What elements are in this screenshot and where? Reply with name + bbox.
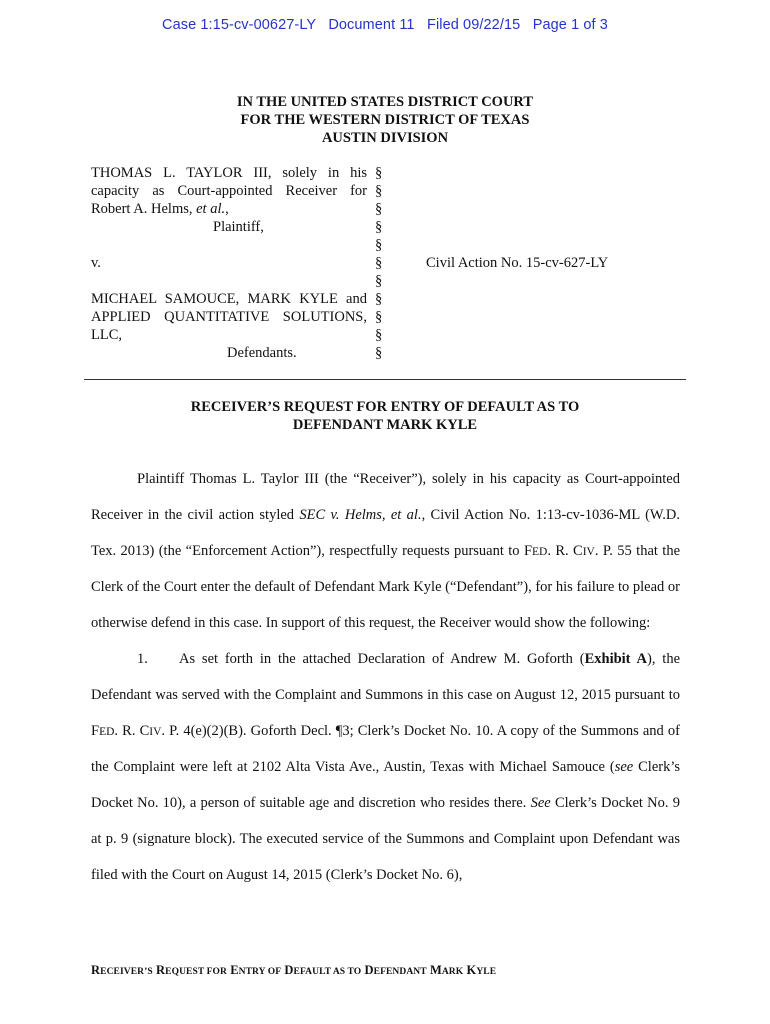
para2-text-g: Clerk’s Docket No. 10), a person of suitable age and discretion who resides there. — [91, 759, 680, 812]
footer-small: EFENDANT — [373, 967, 427, 977]
court-heading — [0, 93, 770, 147]
case-caption-parties — [91, 164, 367, 362]
document-number: Document 11 — [328, 17, 415, 33]
footer-small: YLE — [476, 967, 497, 977]
plaintiff-line-3 — [91, 200, 367, 218]
filed-date: Filed 09/22/15 — [426, 17, 521, 33]
section-symbol: § — [375, 237, 383, 253]
plaintiff-line-1: THOMAS L. TAYLOR III, solely in his — [91, 165, 367, 181]
para1-civ-initial: C — [573, 542, 583, 559]
defendant-line-3: LLC, — [91, 327, 123, 343]
para2-text-d: . R. — [114, 722, 140, 739]
para1-fed-smallcaps: ED — [532, 545, 548, 558]
plaintiff-line-3-text: Robert A. Helms, — [91, 201, 197, 217]
footer-small: EFAULT AS TO — [293, 967, 362, 977]
footer-cap: D — [284, 963, 294, 977]
footer-small: EQUEST FOR — [165, 967, 227, 977]
section-symbol: § — [375, 327, 383, 343]
para2-text-i: Clerk’s Docket No. 9 at p. 9 (signature block). The executed service of the Summons and Complaint upon Defendant was filed with the Court on August 14, 2015 (Clerk’s Docket No. 6), — [91, 795, 680, 883]
caption-divider — [84, 379, 686, 380]
paragraph-1 — [91, 642, 680, 894]
para1-text-a: Plaintiff Thomas L. Taylor III (the “Receiver”), solely in his capacity as Court-appointed Receiver in the civil action styled — [91, 471, 680, 523]
para2-fed-smallcaps: ED — [99, 725, 115, 738]
para2-text-c: ), the Defendant was served with the Complaint and Summons in this case on August 12, 2015 pursuant to — [91, 650, 681, 703]
para2-civ-initial: C — [139, 722, 150, 739]
page-footer — [91, 963, 496, 978]
document-title-line-2: DEFENDANT MARK KYLE — [292, 417, 478, 433]
footer-cap: K — [466, 963, 477, 977]
paragraph-number: 1. — [137, 650, 148, 667]
section-symbol: § — [375, 201, 383, 217]
document-title — [0, 398, 770, 434]
civil-action-number: Civil Action No. 15-cv-627-LY — [426, 255, 609, 271]
plaintiff-line-3-suffix: , — [225, 201, 229, 217]
page-indicator: Page 1 of 3 — [532, 17, 608, 33]
para2-see-italic-2: See — [530, 795, 551, 812]
para2-fed-initial: F — [91, 722, 100, 739]
para1-text-d: . R. — [547, 542, 574, 559]
plaintiff-line-2: capacity as Court-appointed Receiver for — [91, 183, 367, 199]
section-symbol: § — [375, 219, 383, 235]
defendant-role: Defendants. — [227, 345, 297, 361]
section-symbol: § — [375, 345, 383, 361]
case-header-stamp — [0, 17, 770, 33]
footer-cap: E — [230, 963, 239, 977]
section-symbol: § — [375, 309, 383, 325]
para1-case-style: SEC v. Helms, et al. — [299, 506, 422, 523]
para1-text-e: . P. 55 that the Clerk of the Court enter the default of Defendant Mark Kyle (“Defendant”), for his failure to plead or otherwise defend in this case. In support of this request, the Receiver would show the following: — [91, 542, 680, 632]
para1-fed-initial: F — [523, 542, 533, 559]
court-line-3: AUSTIN DIVISION — [321, 130, 449, 146]
para2-civ-smallcaps: IV — [149, 725, 162, 738]
document-body — [91, 462, 680, 894]
caption-spacer — [91, 272, 367, 290]
section-symbol: § — [375, 291, 383, 307]
para2-text-e: . P. 4(e)(2)(B). Goforth Decl. ¶3; Clerk’s Docket No. 10. A copy of the Summons and of the Complaint were left at 2102 Alta Vista Ave., Austin, Texas with Michael Samouce ( — [91, 722, 680, 776]
section-symbol-column — [375, 164, 395, 362]
para2-see-italic: see — [614, 759, 634, 776]
paragraph-intro — [91, 462, 680, 642]
footer-cap: M — [429, 963, 442, 977]
footer-cap: R — [156, 963, 166, 977]
exhibit-reference: Exhibit A — [584, 650, 648, 667]
versus: v. — [91, 255, 101, 271]
section-symbol: § — [375, 273, 383, 289]
section-symbol: § — [375, 165, 383, 181]
defendant-line-1: MICHAEL SAMOUCE, MARK KYLE and — [91, 291, 367, 307]
document-title-line-1: RECEIVER’S REQUEST FOR ENTRY OF DEFAULT AS TO — [190, 399, 580, 415]
defendant-line-2: APPLIED QUANTITATIVE SOLUTIONS, — [91, 309, 367, 325]
court-line-1: IN THE UNITED STATES DISTRICT COURT — [236, 94, 534, 110]
footer-cap: R — [91, 963, 101, 977]
footer-small: ARK — [441, 967, 464, 977]
case-number: Case 1:15-cv-00627-LY — [162, 17, 316, 33]
section-symbol: § — [375, 183, 383, 199]
para1-civ-smallcaps: IV — [582, 545, 595, 558]
footer-small: NTRY OF — [238, 967, 282, 977]
para1-text-c: , Civil Action No. 1:13-cv-1036-ML (W.D. Tex. 2013) (the “Enforcement Action”), respectfully requests pursuant to — [91, 506, 680, 559]
court-line-2: FOR THE WESTERN DISTRICT OF TEXAS — [240, 112, 530, 128]
para2-text-a: As set forth in the attached Declaration of Andrew M. Goforth ( — [179, 650, 585, 667]
plaintiff-line-3-italic: et al. — [196, 201, 226, 217]
plaintiff-role: Plaintiff, — [213, 219, 264, 235]
footer-small: ECEIVER’S — [100, 967, 153, 977]
caption-spacer — [91, 236, 367, 254]
footer-cap: D — [364, 963, 374, 977]
section-symbol: § — [375, 255, 383, 271]
